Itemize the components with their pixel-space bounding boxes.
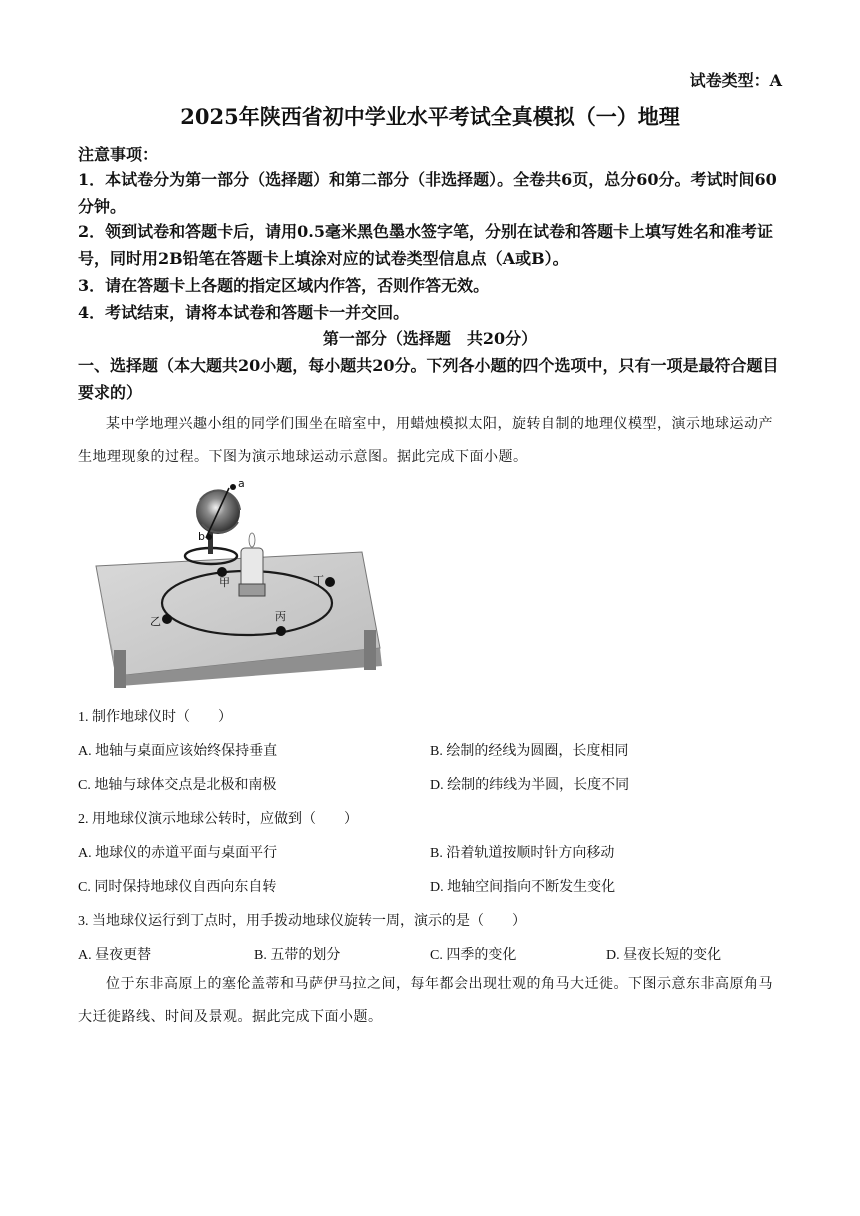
part-heading: 第一部分（选择题 共20分） xyxy=(322,329,538,348)
notice-item-3: 3．请在答题卡上各题的指定区域内作答，否则作答无效。 xyxy=(78,276,490,295)
label-ding: 丁 xyxy=(313,574,324,587)
question-1-option-d[interactable]: D. 绘制的纬线为半圆，长度不同 xyxy=(430,778,630,793)
question-1-option-b[interactable]: B. 绘制的经线为圆圈，长度相同 xyxy=(430,744,629,759)
notice-item-1: 1．本试卷分为第一部分（选择题）和第二部分（非选择题）。全卷共6页，总分60分。考试时间60分钟。 xyxy=(78,170,777,216)
question-3-option-d[interactable]: D. 昼夜长短的变化 xyxy=(606,948,722,963)
point-b-marker xyxy=(206,534,212,540)
label-jia: 甲 xyxy=(219,576,230,589)
question-2-option-b[interactable]: B. 沿着轨道按顺时针方向移动 xyxy=(430,846,615,861)
section-heading: 一、选择题（本大题共20小题，每小题共20分。下列各小题的四个选项中，只有一项是最符合题目要求的） xyxy=(78,356,779,402)
notice-heading: 注意事项： xyxy=(78,145,159,164)
question-2-option-a[interactable]: A. 地球仪的赤道平面与桌面平行 xyxy=(78,846,278,861)
point-bing-marker xyxy=(276,626,286,636)
label-bing: 丙 xyxy=(275,610,286,623)
question-3-option-c[interactable]: C. 四季的变化 xyxy=(430,948,517,963)
notice-item-2: 2．领到试卷和答题卡后，请用0.5毫米黑色墨水签字笔，分别在试卷和答题卡上填写姓名和准考证号，同时用2B铅笔在答题卡上填涂对应的试卷类型信息点（A或B）。 xyxy=(78,222,773,268)
question-1-option-c[interactable]: C. 地轴与球体交点是北极和南极 xyxy=(78,778,277,793)
paper-type: 试卷类型：A xyxy=(689,71,782,90)
table-drawing xyxy=(96,552,382,688)
question-3-stem: 3. 当地球仪运行到丁点时，用手拨动地球仪旋转一周，演示的是（ ） xyxy=(78,914,526,929)
point-yi-marker xyxy=(162,614,172,624)
page-title: 2025年陕西省初中学业水平考试全真模拟（一）地理 xyxy=(180,104,680,129)
label-yi: 乙 xyxy=(150,615,161,628)
point-ding-marker xyxy=(325,577,335,587)
question-stem-1: 某中学地理兴趣小组的同学们围坐在暗室中，用蜡烛模拟太阳，旋转自制的地理仪模型，演示地球运动产生地理现象的过程。下图为演示地球运动示意图。据此完成下面小题。 xyxy=(78,416,773,465)
candle-drawing xyxy=(239,533,265,596)
question-stem-2: 位于东非高原上的塞伦盖蒂和马萨伊马拉之间，每年都会出现壮观的角马大迁徙。下图示意东非高原角马大迁徙路线、时间及景观。据此完成下面小题。 xyxy=(78,976,773,1025)
question-2-stem: 2. 用地球仪演示地球公转时，应做到（ ） xyxy=(78,812,358,827)
question-3-option-a[interactable]: A. 昼夜更替 xyxy=(78,948,152,963)
question-2-option-c[interactable]: C. 同时保持地球仪自西向东自转 xyxy=(78,880,277,895)
globe-drawing xyxy=(185,488,240,564)
notice-item-4: 4．考试结束，请将本试卷和答题卡一并交回。 xyxy=(78,303,410,322)
question-3-option-b[interactable]: B. 五带的划分 xyxy=(254,948,341,963)
question-1-option-a[interactable]: A. 地轴与桌面应该始终保持垂直 xyxy=(78,744,278,759)
question-2-option-d[interactable]: D. 地轴空间指向不断发生变化 xyxy=(430,880,616,895)
earth-motion-figure xyxy=(94,480,394,688)
label-a: a xyxy=(238,480,245,490)
label-b: b xyxy=(198,530,205,543)
question-1-stem: 1. 制作地球仪时（ ） xyxy=(78,710,232,725)
point-a-marker xyxy=(230,484,236,490)
